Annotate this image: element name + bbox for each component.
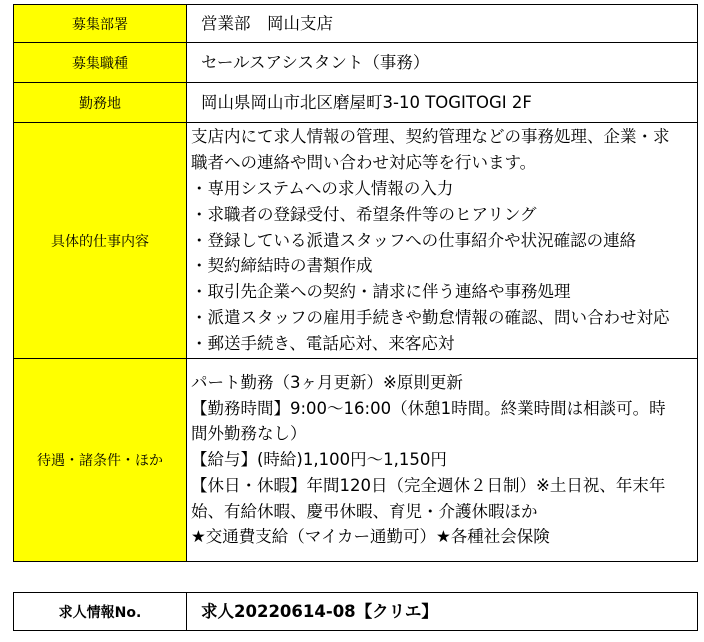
job-description-line: ・派遣スタッフの雇用手続きや勤怠情報の確認、問い合わせ対応 (191, 307, 670, 327)
job-description-label: 具体的仕事内容 (14, 123, 187, 359)
conditions-line: パート勤務（3ヶ月更新）※原則更新 (191, 372, 463, 392)
job-details-table (13, 4, 698, 562)
department-label: 募集部署 (14, 5, 187, 43)
job-description-line: ・専用システムへの求人情報の入力 (191, 179, 454, 198)
row-job-number (14, 593, 698, 631)
job-description-line: ・郵送手続き、電話応対、来客応対 (191, 333, 455, 353)
job-description-line: ・登録している派遣スタッフへの仕事紹介や状況確認の連絡 (191, 230, 637, 250)
job-description-line: 支店内にて求人情報の管理、契約管理などの事務処理、企業・求 (191, 127, 670, 147)
row-job-type (14, 43, 698, 83)
job-description-line: ・取引先企業への契約・請求に伴う連絡や事務処理 (191, 282, 571, 302)
conditions-line: 【休日・休暇】年間120日（完全週休２日制）※土日祝、年末年 (191, 475, 666, 495)
conditions-label: 待遇・諸条件・ほか (14, 359, 187, 562)
job-description-line: ・契約締結時の書類作成 (191, 256, 373, 276)
job-type-label: 募集職種 (14, 43, 187, 83)
row-department (14, 5, 698, 43)
location-value: 岡山県岡山市北区磨屋町3-10 TOGITOGI 2F (187, 83, 698, 123)
conditions-line: 間外勤務なし） (191, 424, 307, 444)
job-description-line: 職者への連絡や問い合わせ対応等を行います。 (191, 153, 537, 173)
conditions-line: ★交通費支給（マイカー通勤可）★各種社会保険 (191, 527, 550, 547)
job-number-table (13, 592, 698, 631)
conditions-line: 始、有給休暇、慶弔休暇、育児・介護休暇ほか (191, 501, 538, 521)
conditions-line: 【給与】(時給)1,100円～1,150円 (191, 450, 447, 470)
job-number-value: 求人20220614-08【クリエ】 (187, 593, 698, 631)
job-description-line: ・求職者の登録受付、希望条件等のヒアリング (191, 204, 537, 224)
row-conditions (14, 359, 698, 562)
row-job-description (14, 123, 698, 359)
location-label: 勤務地 (14, 83, 187, 123)
row-location (14, 83, 698, 123)
job-number-label: 求人情報No. (14, 593, 187, 631)
conditions-line: 【勤務時間】9:00～16:00（休憩1時間。終業時間は相談可。時 (191, 398, 666, 418)
conditions-value (187, 359, 698, 562)
department-value: 営業部 岡山支店 (187, 5, 698, 43)
job-description-value (187, 123, 698, 359)
job-type-value: セールスアシスタント（事務） (187, 43, 698, 83)
